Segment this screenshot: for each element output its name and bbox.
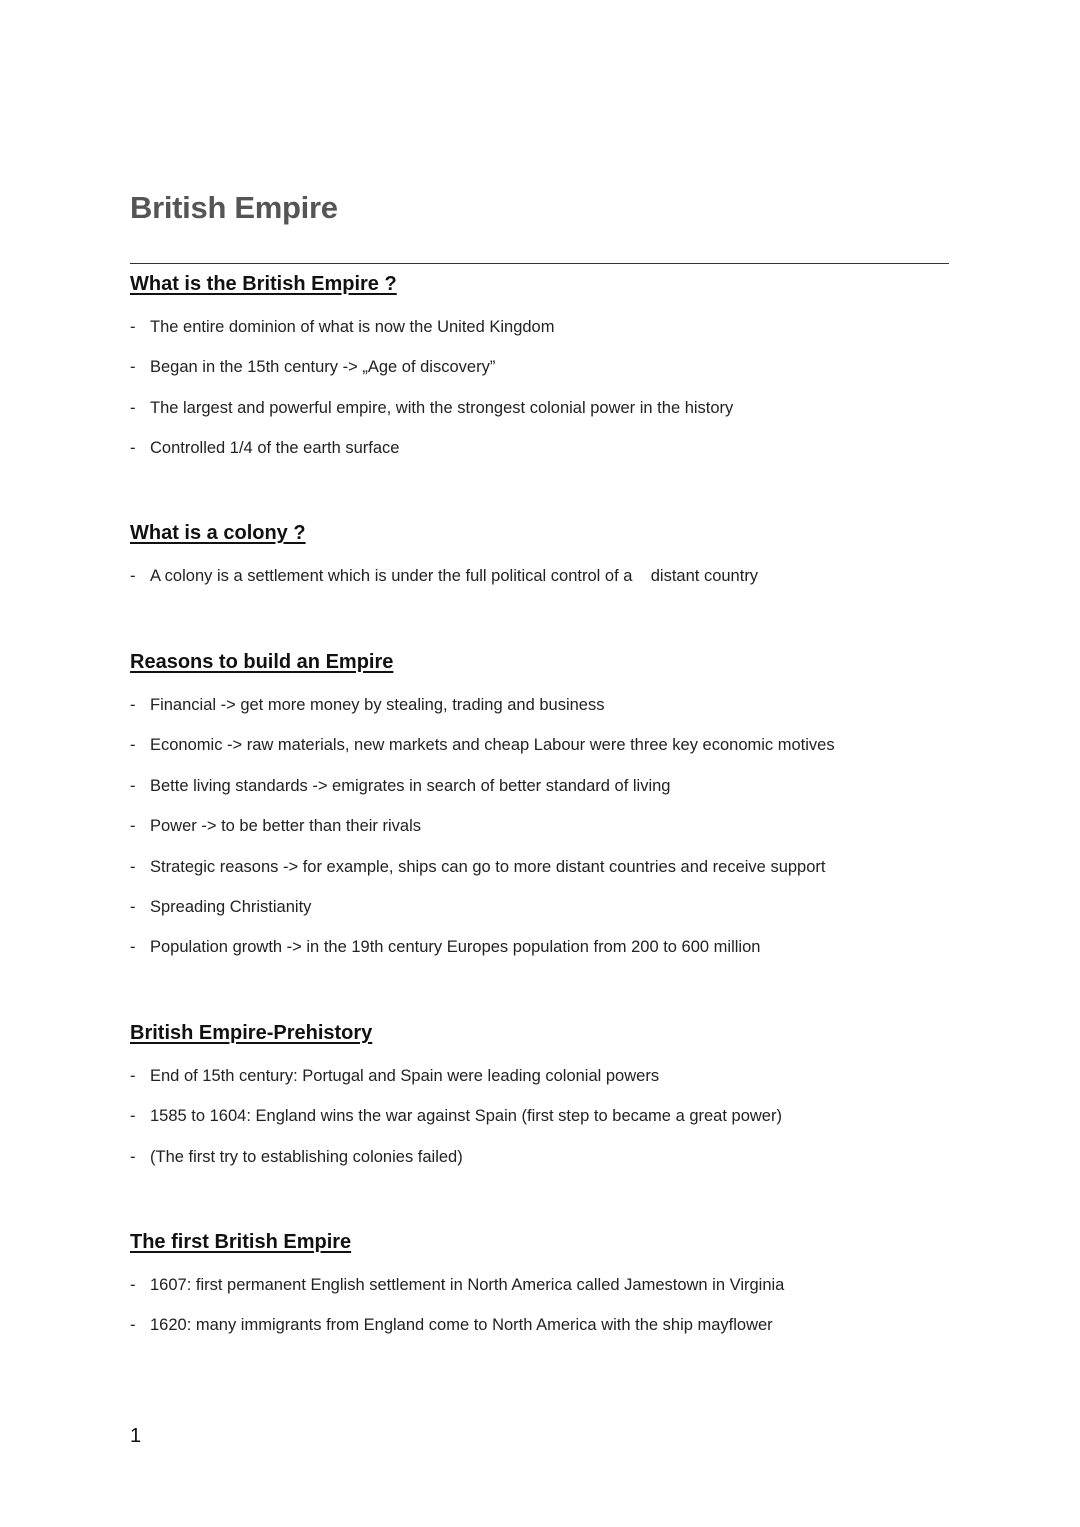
list-item xyxy=(130,896,960,918)
list-item xyxy=(130,437,960,459)
page-title: British Empire xyxy=(130,190,338,225)
section-what-is-british-empire xyxy=(130,272,960,459)
section-heading: The first British Empire xyxy=(130,1231,352,1253)
list-item xyxy=(130,1065,960,1087)
section-heading: British Empire-Prehistory xyxy=(130,1022,373,1044)
list-item xyxy=(130,936,960,958)
dash-bullet-icon: - xyxy=(130,439,136,458)
section-what-is-colony xyxy=(130,521,960,587)
dash-bullet-icon: - xyxy=(130,696,136,714)
dash-bullet-icon: - xyxy=(130,1316,136,1335)
bullet-list xyxy=(130,1274,960,1336)
dash-bullet-icon: - xyxy=(130,1276,136,1294)
bullet-list xyxy=(130,694,960,958)
list-item-text: The entire dominion of what is now the United Kingdom xyxy=(150,318,555,336)
list-item-text: End of 15th century: Portugal and Spain were leading colonial powers xyxy=(150,1067,660,1085)
section-reasons-to-build-empire xyxy=(130,650,960,958)
list-item-text: Began in the 15th century -> „Age of discovery” xyxy=(150,358,496,377)
list-item-text: 1620: many immigrants from England come to North America with the ship mayflower xyxy=(150,1316,773,1335)
section-heading: Reasons to build an Empire xyxy=(130,651,394,673)
list-item-text: (The first try to establishing colonies failed) xyxy=(150,1147,463,1166)
section-heading: What is a colony ? xyxy=(130,522,306,544)
bullet-list xyxy=(130,316,960,459)
list-item xyxy=(130,775,960,797)
dash-bullet-icon: - xyxy=(130,318,136,336)
list-item-text: Financial -> get more money by stealing, trading and business xyxy=(150,696,605,714)
list-item xyxy=(130,356,960,378)
list-item xyxy=(130,1274,960,1296)
list-item-text: Strategic reasons -> for example, ships can go to more distant countries and receive support xyxy=(150,857,826,876)
dash-bullet-icon: - xyxy=(130,567,136,585)
list-item xyxy=(130,1314,960,1336)
list-item-text: The largest and powerful empire, with the strongest colonial power in the history xyxy=(150,398,734,417)
bullet-list xyxy=(130,565,960,587)
list-item xyxy=(130,734,960,756)
dash-bullet-icon: - xyxy=(130,817,136,836)
dash-bullet-icon: - xyxy=(130,736,136,755)
list-item xyxy=(130,565,960,587)
list-item xyxy=(130,815,960,837)
dash-bullet-icon: - xyxy=(130,1067,136,1085)
list-item-text: Bette living standards -> emigrates in search of better standard of living xyxy=(150,776,671,795)
list-item xyxy=(130,856,960,878)
dash-bullet-icon: - xyxy=(130,938,136,957)
list-item xyxy=(130,1146,960,1168)
dash-bullet-icon: - xyxy=(130,1147,136,1166)
dash-bullet-icon: - xyxy=(130,776,136,795)
list-item-text: 1607: first permanent English settlement in North America called Jamestown in Virginia xyxy=(150,1276,785,1294)
list-item xyxy=(130,694,960,716)
dash-bullet-icon: - xyxy=(130,1107,136,1126)
section-heading: What is the British Empire ? xyxy=(130,273,397,295)
dash-bullet-icon: - xyxy=(130,398,136,417)
section-prehistory xyxy=(130,1021,960,1168)
list-item-text: Economic -> raw materials, new markets and cheap Labour were three key economic motives xyxy=(150,736,835,755)
list-item xyxy=(130,316,960,338)
list-item-text: Population growth -> in the 19th century Europes population from 200 to 600 million xyxy=(150,938,761,957)
list-item xyxy=(130,397,960,419)
page-number: 1 xyxy=(130,1425,142,1447)
list-item-text: Controlled 1/4 of the earth surface xyxy=(150,439,400,458)
list-item-text: A colony is a settlement which is under the full political control of a distant country xyxy=(150,567,759,585)
list-item-text: Spreading Christianity xyxy=(150,897,312,916)
list-item xyxy=(130,1105,960,1127)
dash-bullet-icon: - xyxy=(130,358,136,377)
dash-bullet-icon: - xyxy=(130,857,136,876)
dash-bullet-icon: - xyxy=(130,897,136,916)
section-first-british-empire xyxy=(130,1230,960,1336)
bullet-list xyxy=(130,1065,960,1168)
title-divider xyxy=(130,263,949,264)
list-item-text: 1585 to 1604: England wins the war against Spain (first step to became a great power) xyxy=(150,1107,782,1126)
list-item-text: Power -> to be better than their rivals xyxy=(150,817,422,836)
